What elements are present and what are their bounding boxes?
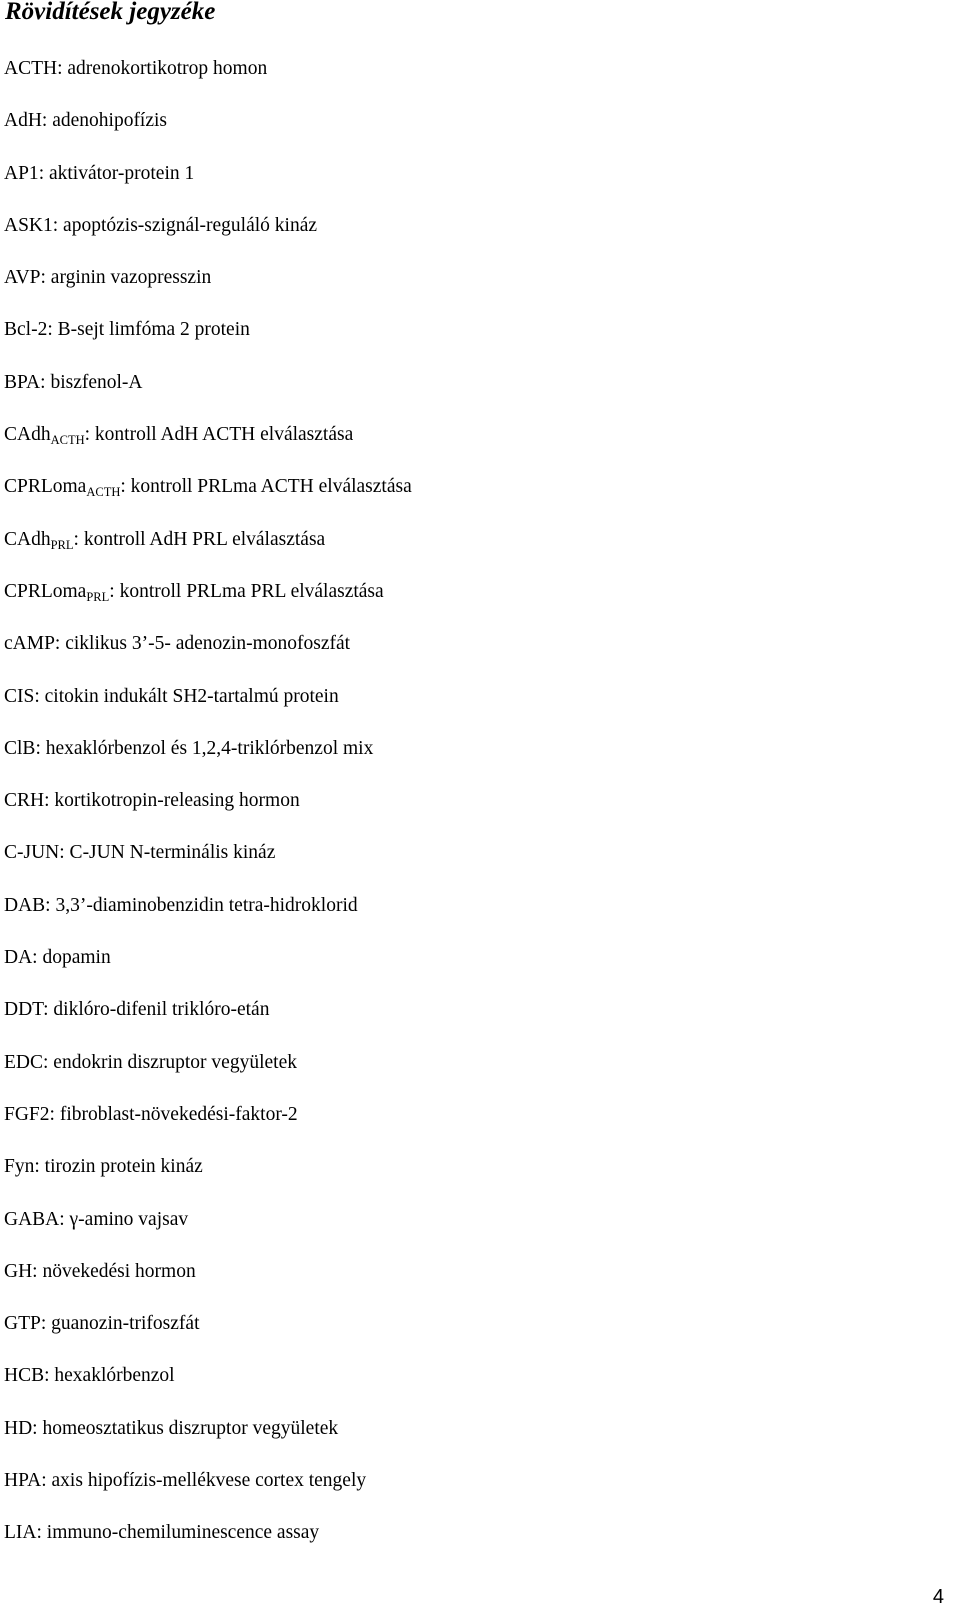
abbreviation: GH xyxy=(4,1260,33,1282)
list-item xyxy=(4,893,412,945)
abbreviation: GABA xyxy=(4,1208,60,1230)
definition: : adenohipofízis xyxy=(41,110,168,132)
definition: : axis hipofízis-mellékvese cortex tengely xyxy=(41,1470,367,1492)
definition: : adrenokortikotrop homon xyxy=(57,58,268,79)
list-item xyxy=(4,213,412,265)
definition: : aktivátor-protein 1 xyxy=(38,162,195,184)
abbreviation: Bcl-2 xyxy=(4,319,48,341)
definition: : 3,3’-diaminobenzidin tetra-hidroklorid xyxy=(45,894,358,916)
abbreviation: FGF2 xyxy=(4,1103,50,1125)
list-item xyxy=(4,56,412,108)
definition: : guanozin-trifoszfát xyxy=(40,1313,200,1335)
definition: : kontroll AdH PRL elválasztása xyxy=(73,528,326,550)
definition: : citokin indukált SH2-tartalmú protein xyxy=(34,685,339,707)
abbreviation: BPA xyxy=(4,371,41,393)
list-item xyxy=(4,684,412,736)
abbreviation: ACTH xyxy=(4,58,58,79)
list-item xyxy=(4,1102,412,1154)
abbreviation: GTP xyxy=(4,1313,41,1335)
abbreviation: HCB xyxy=(4,1365,45,1387)
abbreviation: AVP xyxy=(4,267,41,289)
definition: : ciklikus 3’-5- adenozin-monofoszfát xyxy=(54,633,351,655)
page-number: 4 xyxy=(932,1586,944,1608)
abbreviation: CPRLoma xyxy=(4,580,87,602)
definition: : kontroll AdH ACTH elválasztása xyxy=(84,424,354,446)
definition: : immuno-chemiluminescence assay xyxy=(36,1522,320,1544)
abbreviation: AP1 xyxy=(4,162,39,184)
definition: : dopamin xyxy=(32,947,111,969)
list-item xyxy=(4,997,412,1049)
list-item xyxy=(4,1050,412,1102)
list-item xyxy=(4,161,412,213)
abbreviation: CRH xyxy=(4,790,45,812)
definition: : C-JUN N-terminális kináz xyxy=(59,842,276,864)
list-item xyxy=(4,1520,412,1572)
abbreviation: HD xyxy=(4,1417,33,1439)
definition: : tirozin protein kináz xyxy=(34,1156,203,1178)
abbreviation: DAB xyxy=(4,894,46,916)
list-item xyxy=(4,474,412,526)
abbreviation: CAdh xyxy=(4,424,51,446)
definition: : diklóro-difenil triklóro-etán xyxy=(43,999,270,1021)
page-title: Rövidítések jegyzéke xyxy=(5,0,216,25)
list-item xyxy=(4,1311,412,1363)
abbreviation: ASK1 xyxy=(4,214,53,236)
abbreviation: LIA xyxy=(4,1522,37,1544)
abbreviation: CAdh xyxy=(4,528,51,550)
list-item xyxy=(4,736,412,788)
list-item xyxy=(4,422,412,474)
abbreviation: EDC xyxy=(4,1051,43,1073)
abbreviation: cAMP xyxy=(4,633,55,655)
list-item xyxy=(4,108,412,160)
definition: : B-sejt limfóma 2 protein xyxy=(47,319,250,341)
definition: : növekedési hormon xyxy=(32,1260,196,1282)
abbreviation: C-JUN xyxy=(4,842,60,864)
definition: : homeosztatikus diszruptor vegyületek xyxy=(32,1417,339,1439)
abbreviation: CPRLoma xyxy=(4,476,87,498)
abbreviation: Fyn xyxy=(4,1156,35,1178)
list-item xyxy=(4,1416,412,1468)
list-item xyxy=(4,265,412,317)
definition: : arginin vazopresszin xyxy=(40,267,212,289)
list-item xyxy=(4,527,412,579)
abbreviation: CIS xyxy=(4,685,35,707)
definition: : apoptózis-szignál-reguláló kináz xyxy=(52,214,318,236)
abbreviation-subscript: ACTH xyxy=(50,433,85,448)
list-item xyxy=(4,1259,412,1311)
definition: : kortikotropin-releasing hormon xyxy=(44,790,300,812)
list-item xyxy=(4,945,412,997)
definition: : fibroblast-növekedési-faktor-2 xyxy=(49,1103,298,1125)
abbreviation: ClB xyxy=(4,737,36,759)
definition: : hexaklórbenzol xyxy=(44,1365,175,1387)
definition: : kontroll PRLma PRL elválasztása xyxy=(109,580,384,602)
definition: : biszfenol-A xyxy=(40,371,143,393)
abbreviation-subscript: PRL xyxy=(50,537,74,552)
list-item xyxy=(4,1154,412,1206)
list-item xyxy=(4,370,412,422)
abbreviation: HPA xyxy=(4,1470,42,1492)
definition: : γ-amino vajsav xyxy=(59,1208,189,1230)
abbreviation-list xyxy=(4,56,412,1573)
abbreviation: DDT xyxy=(4,999,44,1021)
definition: : kontroll PRLma ACTH elválasztása xyxy=(120,476,412,498)
list-item xyxy=(4,788,412,840)
definition: : hexaklórbenzol és 1,2,4-triklórbenzol mix xyxy=(35,737,374,759)
list-item xyxy=(4,840,412,892)
list-item xyxy=(4,1468,412,1520)
abbreviation-subscript: PRL xyxy=(86,589,110,604)
list-item xyxy=(4,579,412,631)
abbreviation: DA xyxy=(4,947,33,969)
list-item xyxy=(4,631,412,683)
list-item xyxy=(4,317,412,369)
definition: : endokrin diszruptor vegyületek xyxy=(43,1051,297,1073)
abbreviation: AdH xyxy=(4,110,42,132)
list-item xyxy=(4,1207,412,1259)
list-item xyxy=(4,1363,412,1415)
abbreviation-subscript: ACTH xyxy=(86,485,121,500)
